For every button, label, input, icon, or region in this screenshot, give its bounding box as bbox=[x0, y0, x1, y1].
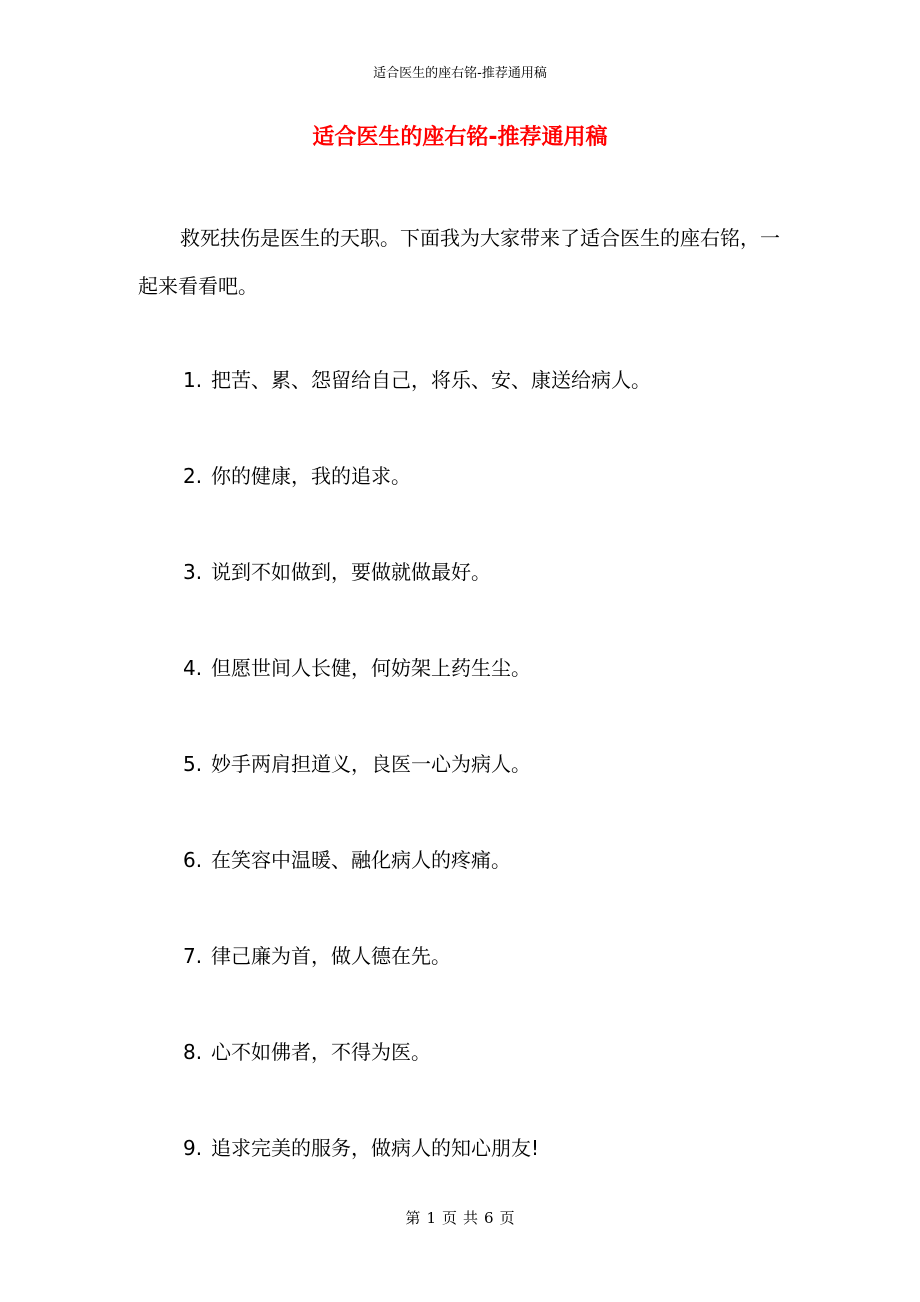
page-current: 1 bbox=[426, 1209, 436, 1227]
item-number: 2. bbox=[183, 464, 203, 488]
intro-paragraph: 救死扶伤是医生的天职。下面我为大家带来了适合医生的座右铭，一起来看看吧。 bbox=[138, 226, 780, 298]
item-text: 把苦、累、怨留给自己，将乐、安、康送给病人。 bbox=[211, 368, 651, 392]
item-number: 4. bbox=[183, 656, 203, 680]
page-mid: 页 bbox=[441, 1209, 457, 1227]
item-number: 3. bbox=[183, 560, 203, 584]
page-suffix: 页 bbox=[499, 1209, 515, 1227]
list-item bbox=[183, 936, 803, 1032]
item-text: 但愿世间人长健，何妨架上药生尘。 bbox=[211, 656, 531, 680]
page-total-prefix: 共 bbox=[463, 1209, 479, 1227]
item-number: 1. bbox=[183, 368, 203, 392]
item-number: 9. bbox=[183, 1136, 203, 1160]
item-text: 律己廉为首，做人德在先。 bbox=[211, 944, 451, 968]
list-item bbox=[183, 360, 803, 456]
running-header: 适合医生的座右铭-推荐通用稿 bbox=[373, 66, 547, 81]
item-number: 6. bbox=[183, 848, 203, 872]
list-item bbox=[183, 840, 803, 936]
page-total: 6 bbox=[484, 1209, 494, 1227]
list-item bbox=[183, 648, 803, 744]
item-number: 5. bbox=[183, 752, 203, 776]
motto-list bbox=[183, 360, 803, 1224]
item-text: 心不如佛者，不得为医。 bbox=[211, 1040, 431, 1064]
list-item bbox=[183, 456, 803, 552]
item-text: 追求完美的服务，做病人的知心朋友! bbox=[211, 1136, 540, 1160]
page-footer bbox=[0, 1206, 920, 1230]
list-item bbox=[183, 1032, 803, 1128]
item-text: 你的健康，我的追求。 bbox=[211, 464, 411, 488]
item-number: 7. bbox=[183, 944, 203, 968]
list-item bbox=[183, 744, 803, 840]
item-text: 在笑容中温暖、融化病人的疼痛。 bbox=[211, 848, 511, 872]
list-item bbox=[183, 552, 803, 648]
page-prefix: 第 bbox=[405, 1209, 421, 1227]
item-text: 妙手两肩担道义，良医一心为病人。 bbox=[211, 752, 531, 776]
item-number: 8. bbox=[183, 1040, 203, 1064]
document-title: 适合医生的座右铭-推荐通用稿 bbox=[312, 125, 608, 150]
item-text: 说到不如做到，要做就做最好。 bbox=[211, 560, 491, 584]
